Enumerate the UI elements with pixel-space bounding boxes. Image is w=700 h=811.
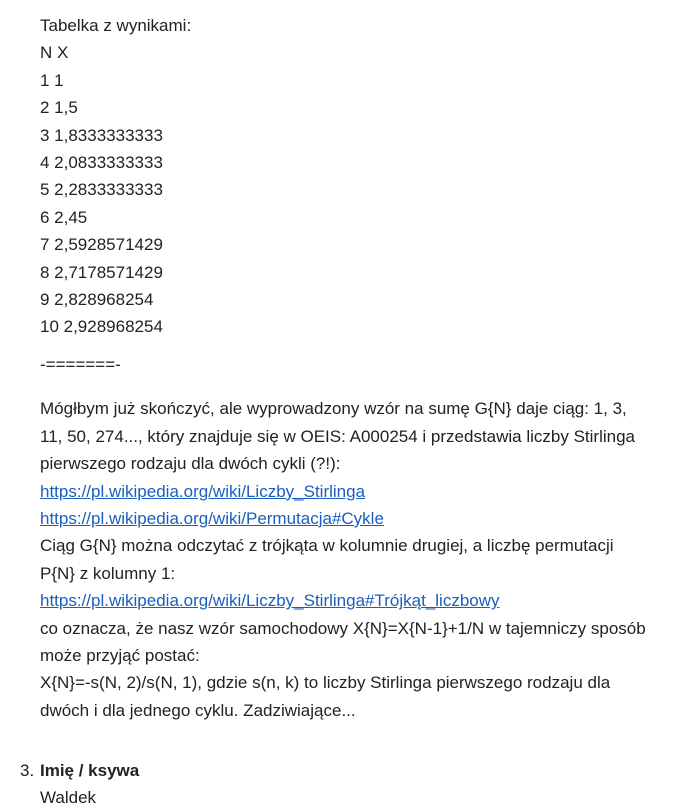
entry-number: 3. [20, 761, 35, 780]
paragraph-line: pierwszego rodzaju dla dwóch cykli (?!): [40, 454, 341, 474]
table-row: 8 2,7178571429 [40, 262, 163, 282]
table-row: 4 2,0833333333 [40, 153, 163, 173]
paragraph-line: Mógłbym już skończyć, ale wyprowadzony wzór na sumę G{N} daje ciąg: 1, 3, [40, 399, 627, 419]
entry-label: Imię / ksywa [40, 761, 140, 780]
paragraph-line: może przyjąć postać: [40, 645, 200, 665]
paragraph-line: Ciąg G{N} można odczytać z trójkąta w kolumnie drugiej, a liczbę permutacji [40, 536, 614, 556]
paragraph-line: X{N}=-s(N, 2)/s(N, 1), gdzie s(n, k) to liczby Stirlinga pierwszego rodzaju dla [40, 673, 611, 693]
entry-value: Waldek [40, 788, 97, 807]
results-table [40, 67, 690, 341]
comment-content [40, 12, 690, 724]
table-row: 10 2,928968254 [40, 317, 163, 337]
table-row: 6 2,45 [40, 207, 88, 227]
table-row: 9 2,828968254 [40, 290, 154, 310]
table-row: 1 1 [40, 70, 64, 90]
table-row: 5 2,2833333333 [40, 180, 163, 200]
paragraph-line: co oznacza, że nasz wzór samochodowy X{N}=X{N-1}+1/N w tajemniczy sposób [40, 618, 646, 638]
table-header: N X [40, 43, 69, 63]
table-row: 3 1,8333333333 [40, 125, 163, 145]
separator: -=======- [40, 354, 121, 374]
permutation-cycles-link[interactable]: https://pl.wikipedia.org/wiki/Permutacja#Cykle [40, 508, 384, 528]
paragraph-line: dwóch i dla jednego cyklu. Zadziwiające... [40, 700, 356, 720]
comment-paragraph [40, 395, 690, 724]
table-row: 2 1,5 [40, 98, 78, 118]
form-entry [20, 757, 680, 811]
stirling-numbers-link[interactable]: https://pl.wikipedia.org/wiki/Liczby_Stirlinga [40, 481, 366, 501]
stirling-triangle-link[interactable]: https://pl.wikipedia.org/wiki/Liczby_Stirlinga#Trójkąt_liczbowy [40, 591, 500, 611]
table-title: Tabelka z wynikami: [40, 16, 192, 35]
paragraph-line: P{N} z kolumny 1: [40, 563, 176, 583]
paragraph-line: 11, 50, 274..., który znajduje się w OEIS: A000254 i przedstawia liczby Stirlinga [40, 426, 635, 446]
table-row: 7 2,5928571429 [40, 235, 163, 255]
